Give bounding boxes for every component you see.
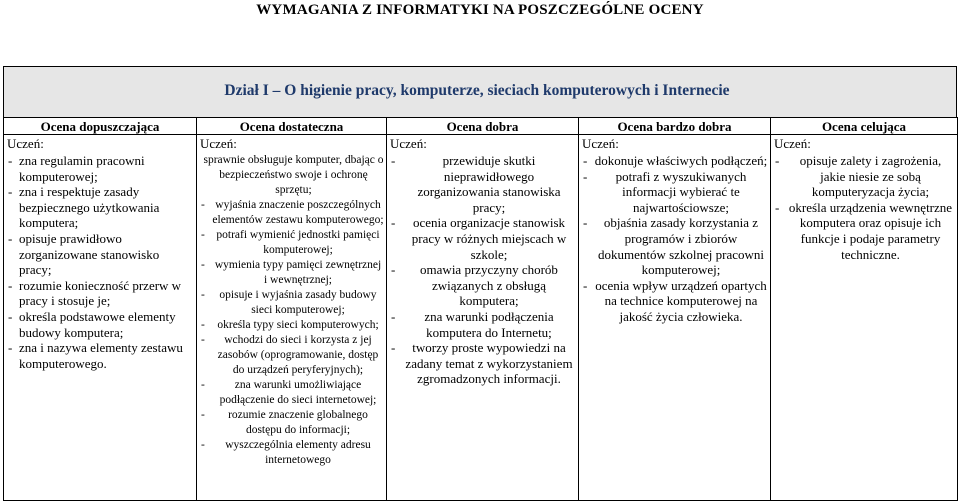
requirement-item: - określa typy sieci komputerowych; xyxy=(200,318,384,333)
requirement-item: - zna i nazywa elementy zestawu komputerowego. xyxy=(7,340,194,371)
grades-header-row xyxy=(4,118,958,135)
requirement-item: - opisuje zalety i zagrożenia, jakie niesie ze sobą komputeryzacja życia; xyxy=(774,153,955,200)
header-grade-satisfactory: Ocena dostateczna xyxy=(197,118,387,135)
requirements-list-satisfactory xyxy=(200,153,384,468)
column-excellent xyxy=(771,135,958,501)
requirement-item: - określa urządzenia wewnętrzne komputera oraz opisuje ich funkcje i podaje parametry techniczne. xyxy=(774,200,955,262)
requirement-item: - określa podstawowe elementy budowy komputera; xyxy=(7,309,194,340)
header-grade-sufficient: Ocena dopuszczająca xyxy=(4,118,197,135)
student-label: Uczeń: xyxy=(7,136,44,151)
requirement-item: - opisuje i wyjaśnia zasady budowy sieci komputerowej; xyxy=(200,288,384,318)
header-grade-excellent: Ocena celująca xyxy=(771,118,958,135)
requirement-item: - zna regulamin pracowni komputerowej; xyxy=(7,153,194,184)
requirement-item: - wchodzi do sieci i korzysta z jej zasobów (oprogramowanie, dostęp do urządzeń peryferyjnych); xyxy=(200,333,384,378)
requirement-item: - rozumie konieczność przerw w pracy i stosuje je; xyxy=(7,278,194,309)
document-title: WYMAGANIA Z INFORMATYKI NA POSZCZEGÓLNE OCENY xyxy=(256,2,704,18)
column-very-good xyxy=(579,135,771,501)
requirements-list-very-good xyxy=(582,153,768,325)
requirement-item: - przewiduje skutki nieprawidłowego zorganizowania stanowiska pracy; xyxy=(390,153,576,215)
requirement-item: - tworzy proste wypowiedzi na zadany temat z wykorzystaniem zgromadzonych informacji. xyxy=(390,340,576,387)
section-heading: Dział I – O higienie pracy, komputerze, sieciach komputerowych i Internecie xyxy=(224,82,730,99)
requirement-item: - opisuje prawidłowo zorganizowane stanowisko pracy; xyxy=(7,231,194,278)
column-sufficient xyxy=(4,135,197,501)
requirement-item: - wyjaśnia znaczenie poszczególnych elementów zestawu komputerowego; xyxy=(200,198,384,228)
requirement-item: - wymienia typy pamięci zewnętrznej i wewnętrznej; xyxy=(200,258,384,288)
requirement-item: - rozumie znaczenie globalnego dostępu do informacji; xyxy=(200,408,384,438)
student-label: Uczeń: xyxy=(390,136,427,151)
requirement-lead: sprawnie obsługuje komputer, dbając o bezpieczeństwo swoje i ochronę sprzętu; xyxy=(203,154,384,196)
requirement-item: - dokonuje właściwych podłączeń; xyxy=(582,153,768,169)
requirement-item: - zna warunki umożliwiające podłączenie do sieci internetowej; xyxy=(200,378,384,408)
student-label: Uczeń: xyxy=(774,136,811,151)
requirement-item: - omawia przyczyny chorób związanych z obsługą komputera; xyxy=(390,262,576,309)
requirements-row xyxy=(4,135,958,501)
column-satisfactory xyxy=(197,135,387,501)
grades-table xyxy=(3,117,958,501)
requirement-item: - potrafi z wyszukiwanych informacji wybierać te najwartościowsze; xyxy=(582,169,768,216)
requirement-item: - wyszczególnia elementy adresu internetowego xyxy=(200,438,384,468)
requirements-list-good xyxy=(390,153,576,387)
column-good xyxy=(387,135,579,501)
header-grade-good: Ocena dobra xyxy=(387,118,579,135)
student-label: Uczeń: xyxy=(582,136,619,151)
requirements-list-sufficient xyxy=(7,153,194,371)
requirement-item: - zna warunki podłączenia komputera do Internetu; xyxy=(390,309,576,340)
requirement-item: - zna i respektuje zasady bezpiecznego użytkowania komputera; xyxy=(7,184,194,231)
student-label: Uczeń: xyxy=(200,136,237,151)
requirement-item: - objaśnia zasady korzystania z programów i zbiorów dokumentów szkolnej pracowni komputerowej; xyxy=(582,215,768,277)
requirement-item: - ocenia wpływ urządzeń opartych na technice komputerowej na jakość życia człowieka. xyxy=(582,278,768,325)
header-grade-very-good: Ocena bardzo dobra xyxy=(579,118,771,135)
requirement-item: - potrafi wymienić jednostki pamięci komputerowej; xyxy=(200,228,384,258)
requirements-list-excellent xyxy=(774,153,955,262)
requirement-item: - ocenia organizacje stanowisk pracy w różnych miejscach w szkole; xyxy=(390,215,576,262)
